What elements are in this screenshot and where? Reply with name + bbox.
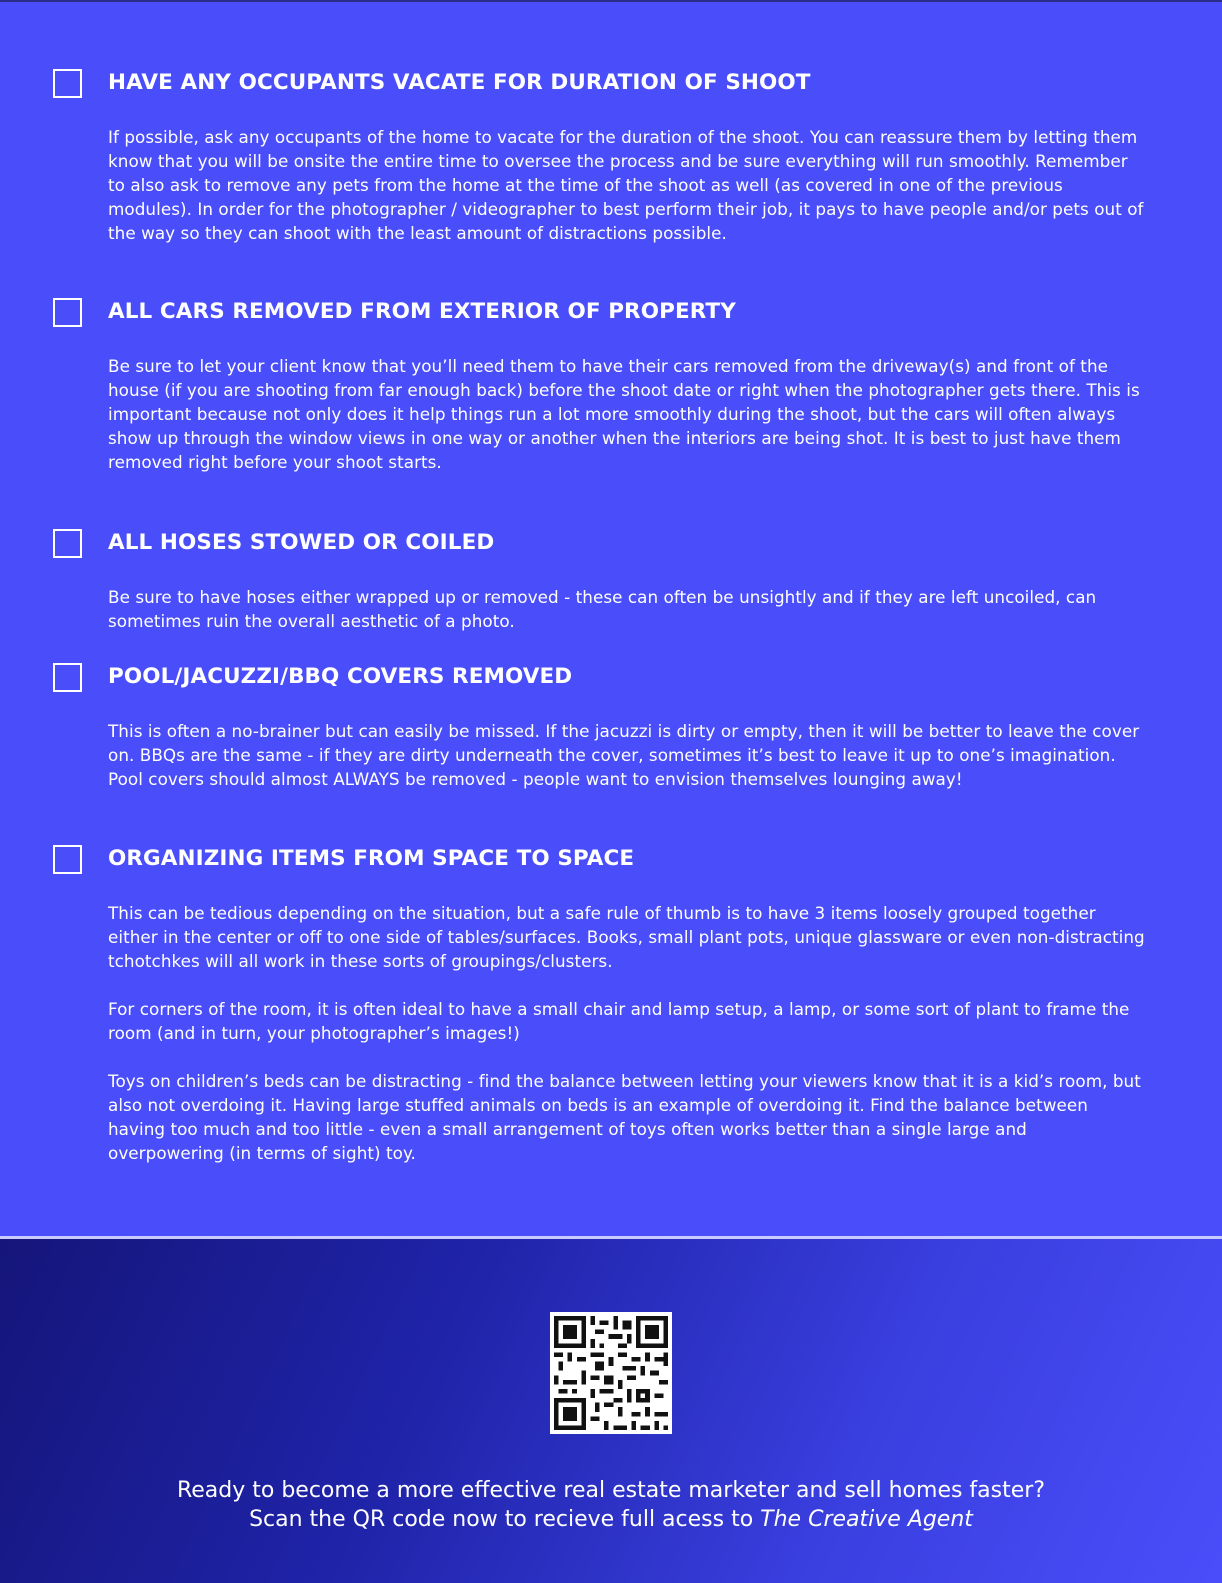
qr-code-graphic: [554, 1316, 668, 1430]
item-body-occupants: [108, 125, 1148, 245]
brand-name: The Creative Agent: [760, 1507, 973, 1532]
item-paragraph: This can be tedious depending on the situation, but a safe rule of thumb is to have 3 items loosely grouped together either in the center or off to one side of tables/surfaces. Books, small plant pots, unique glassware or even non-distracting tchotchkes will all work in these sorts of groupings/clusters.: [108, 903, 1145, 971]
cta-line-2: [0, 1505, 1222, 1534]
item-paragraph: Be sure to have hoses either wrapped up or removed - these can often be unsightly and if they are left uncoiled, can sometimes ruin the overall aesthetic of a photo.: [108, 587, 1097, 631]
checkbox-covers[interactable]: [53, 663, 82, 692]
item-title-cars: ALL CARS REMOVED FROM EXTERIOR OF PROPERTY: [108, 299, 736, 324]
qr-code-icon[interactable]: [550, 1312, 672, 1434]
item-body-organizing: [108, 901, 1148, 1165]
cta-text: [0, 1476, 1222, 1534]
item-body-covers: [108, 719, 1148, 791]
item-paragraph: This is often a no-brainer but can easily be missed. If the jacuzzi is dirty or empty, then it will be better to leave the cover on. BBQs are the same - if they are dirty underneath the cover, sometimes it’s best to leave it up to one’s imagination. Pool covers should almost ALWAYS be removed - people want to envision themselves lounging away!: [108, 721, 1140, 789]
checkbox-hoses[interactable]: [53, 529, 82, 558]
checkbox-cars[interactable]: [53, 298, 82, 327]
cta-line-2-prefix: Scan the QR code now to recieve full acess to: [249, 1507, 761, 1532]
item-paragraph: If possible, ask any occupants of the home to vacate for the duration of the shoot. You can reassure them by letting them know that you will be onsite the entire time to oversee the process and be sure everything will run smoothly. Remember to also ask to remove any pets from the home at the time of the shoot as well (as covered in one of the previous modules). In order for the photographer / videographer to best perform their job, it pays to have people and/or pets out of the way so they can shoot with the least amount of distractions possible.: [108, 127, 1144, 243]
checkbox-organizing[interactable]: [53, 845, 82, 874]
item-paragraph: Toys on children’s beds can be distracting - find the balance between letting your viewers know that it is a kid’s room, but also not overdoing it. Having large stuffed animals on beds is an example of overdoing it. Find the balance between having too much and too little - even a small arrangement of toys often works better than a single large and overpowering (in terms of sight) toy.: [108, 1071, 1141, 1163]
item-body-cars: [108, 354, 1148, 474]
item-paragraph: Be sure to let your client know that you’ll need them to have their cars removed from the driveway(s) and front of the house (if you are shooting from far enough back) before the shoot date or right when the photographer gets there. This is important because not only does it help things run a lot more smoothly during the shoot, but the cars will often always show up through the window views in one way or another when the interiors are being shot. It is best to just have them removed right before your shoot starts.: [108, 356, 1140, 472]
cta-line-1: Ready to become a more effective real estate marketer and sell homes faster?: [176, 1478, 1046, 1503]
top-divider: [0, 0, 1222, 2]
footer-cta-banner: [0, 1239, 1222, 1583]
item-title-occupants: HAVE ANY OCCUPANTS VACATE FOR DURATION OF SHOOT: [108, 70, 811, 95]
item-title-organizing: ORGANIZING ITEMS FROM SPACE TO SPACE: [108, 846, 635, 871]
item-body-hoses: [108, 585, 1148, 633]
item-title-covers: POOL/JACUZZI/BBQ COVERS REMOVED: [108, 664, 573, 689]
item-title-hoses: ALL HOSES STOWED OR COILED: [108, 530, 495, 555]
checkbox-occupants[interactable]: [53, 69, 82, 98]
item-paragraph: For corners of the room, it is often ideal to have a small chair and lamp setup, a lamp, or some sort of plant to frame the room (and in turn, your photographer’s images!): [108, 999, 1130, 1043]
